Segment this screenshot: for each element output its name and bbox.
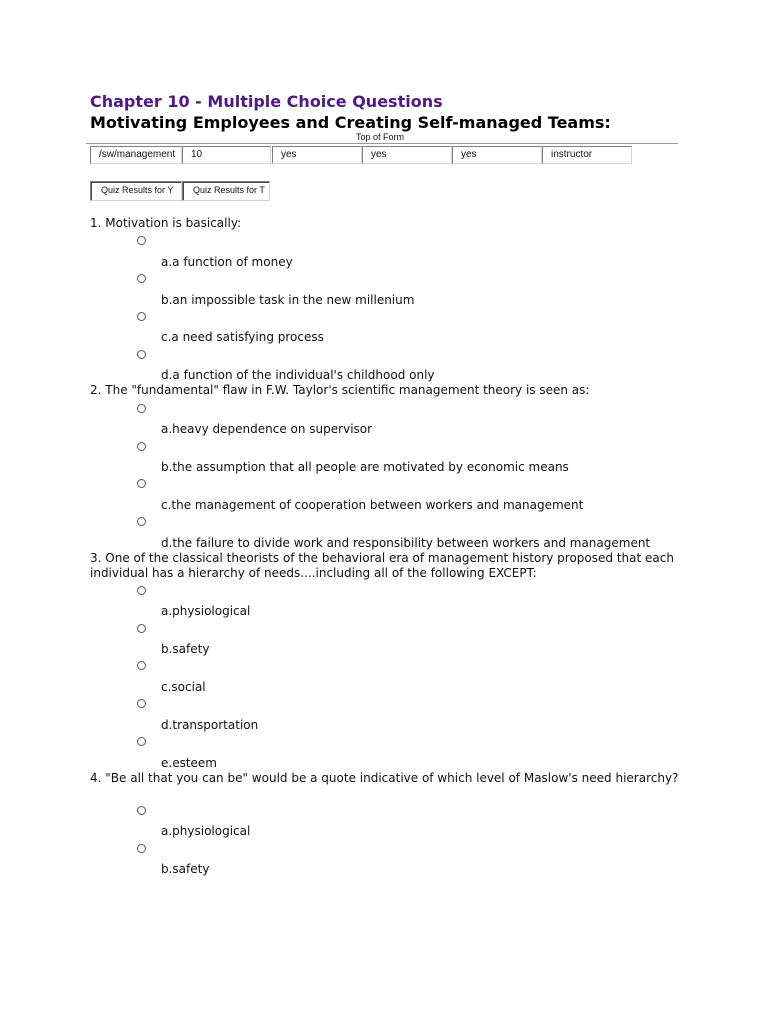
q1-option-a-label: a.a function of money bbox=[161, 255, 293, 269]
q1-option-d-label: d.a function of the individual's childhood only bbox=[161, 368, 435, 382]
q4-option-b-radio[interactable] bbox=[137, 844, 146, 853]
q3-option-d-radio[interactable] bbox=[137, 699, 146, 708]
q2-option-a-label: a.heavy dependence on supervisor bbox=[161, 422, 373, 436]
form-divider bbox=[86, 143, 678, 144]
question-2: 2. The "fundamental" flaw in F.W. Taylor's scientific management theory is seen as: bbox=[90, 383, 590, 397]
q2-option-d-radio[interactable] bbox=[137, 517, 146, 526]
form-field-path[interactable]: /sw/management bbox=[90, 146, 182, 164]
q3-option-a-label: a.physiological bbox=[161, 604, 251, 618]
q4-option-a-radio[interactable] bbox=[137, 806, 146, 815]
page-subtitle: Motivating Employees and Creating Self-managed Teams: bbox=[90, 113, 611, 132]
form-field-chapter[interactable]: 10 bbox=[182, 146, 271, 164]
q3-option-a-radio[interactable] bbox=[137, 586, 146, 595]
q1-option-b-label: b.an impossible task in the new millenium bbox=[161, 293, 415, 307]
q2-option-c-label: c.the management of cooperation between workers and management bbox=[161, 498, 584, 512]
quiz-results-button-2[interactable]: Quiz Results for T bbox=[182, 181, 270, 201]
q1-option-a-radio[interactable] bbox=[137, 236, 146, 245]
q3-option-b-radio[interactable] bbox=[137, 624, 146, 633]
question-4: 4. "Be all that you can be" would be a quote indicative of which level of Maslow's need hierarchy? bbox=[90, 771, 679, 785]
quiz-results-button-1[interactable]: Quiz Results for Y bbox=[90, 181, 182, 201]
q1-option-c-label: c.a need satisfying process bbox=[161, 330, 324, 344]
form-field-option-1[interactable]: yes bbox=[272, 146, 362, 164]
q2-option-c-radio[interactable] bbox=[137, 479, 146, 488]
q1-option-d-radio[interactable] bbox=[137, 350, 146, 359]
question-3: 3. One of the classical theorists of the behavioral era of management history proposed that each individual has a hierarchy of needs....including all of the following EXCEPT: bbox=[90, 551, 674, 580]
q3-option-e-label: e.esteem bbox=[161, 756, 217, 770]
q2-option-d-label: d.the failure to divide work and responsibility between workers and management bbox=[161, 536, 651, 550]
q4-option-b-label: b.safety bbox=[161, 862, 210, 876]
top-of-form-label: Top of Form bbox=[356, 132, 405, 142]
q3-option-c-label: c.social bbox=[161, 680, 206, 694]
q3-option-d-label: d.transportation bbox=[161, 718, 259, 732]
q3-option-b-label: b.safety bbox=[161, 642, 210, 656]
chapter-title: Chapter 10 - Multiple Choice Questions bbox=[90, 92, 443, 111]
form-field-option-3[interactable]: yes bbox=[452, 146, 542, 164]
form-field-option-2[interactable]: yes bbox=[362, 146, 452, 164]
q1-option-c-radio[interactable] bbox=[137, 312, 146, 321]
q2-option-b-label: b.the assumption that all people are motivated by economic means bbox=[161, 460, 569, 474]
q4-option-a-label: a.physiological bbox=[161, 824, 251, 838]
q3-option-e-radio[interactable] bbox=[137, 737, 146, 746]
q2-option-b-radio[interactable] bbox=[137, 442, 146, 451]
q1-option-b-radio[interactable] bbox=[137, 274, 146, 283]
question-1: 1. Motivation is basically: bbox=[90, 216, 242, 230]
q2-option-a-radio[interactable] bbox=[137, 404, 146, 413]
q3-option-c-radio[interactable] bbox=[137, 661, 146, 670]
form-field-role[interactable]: instructor bbox=[542, 146, 632, 164]
